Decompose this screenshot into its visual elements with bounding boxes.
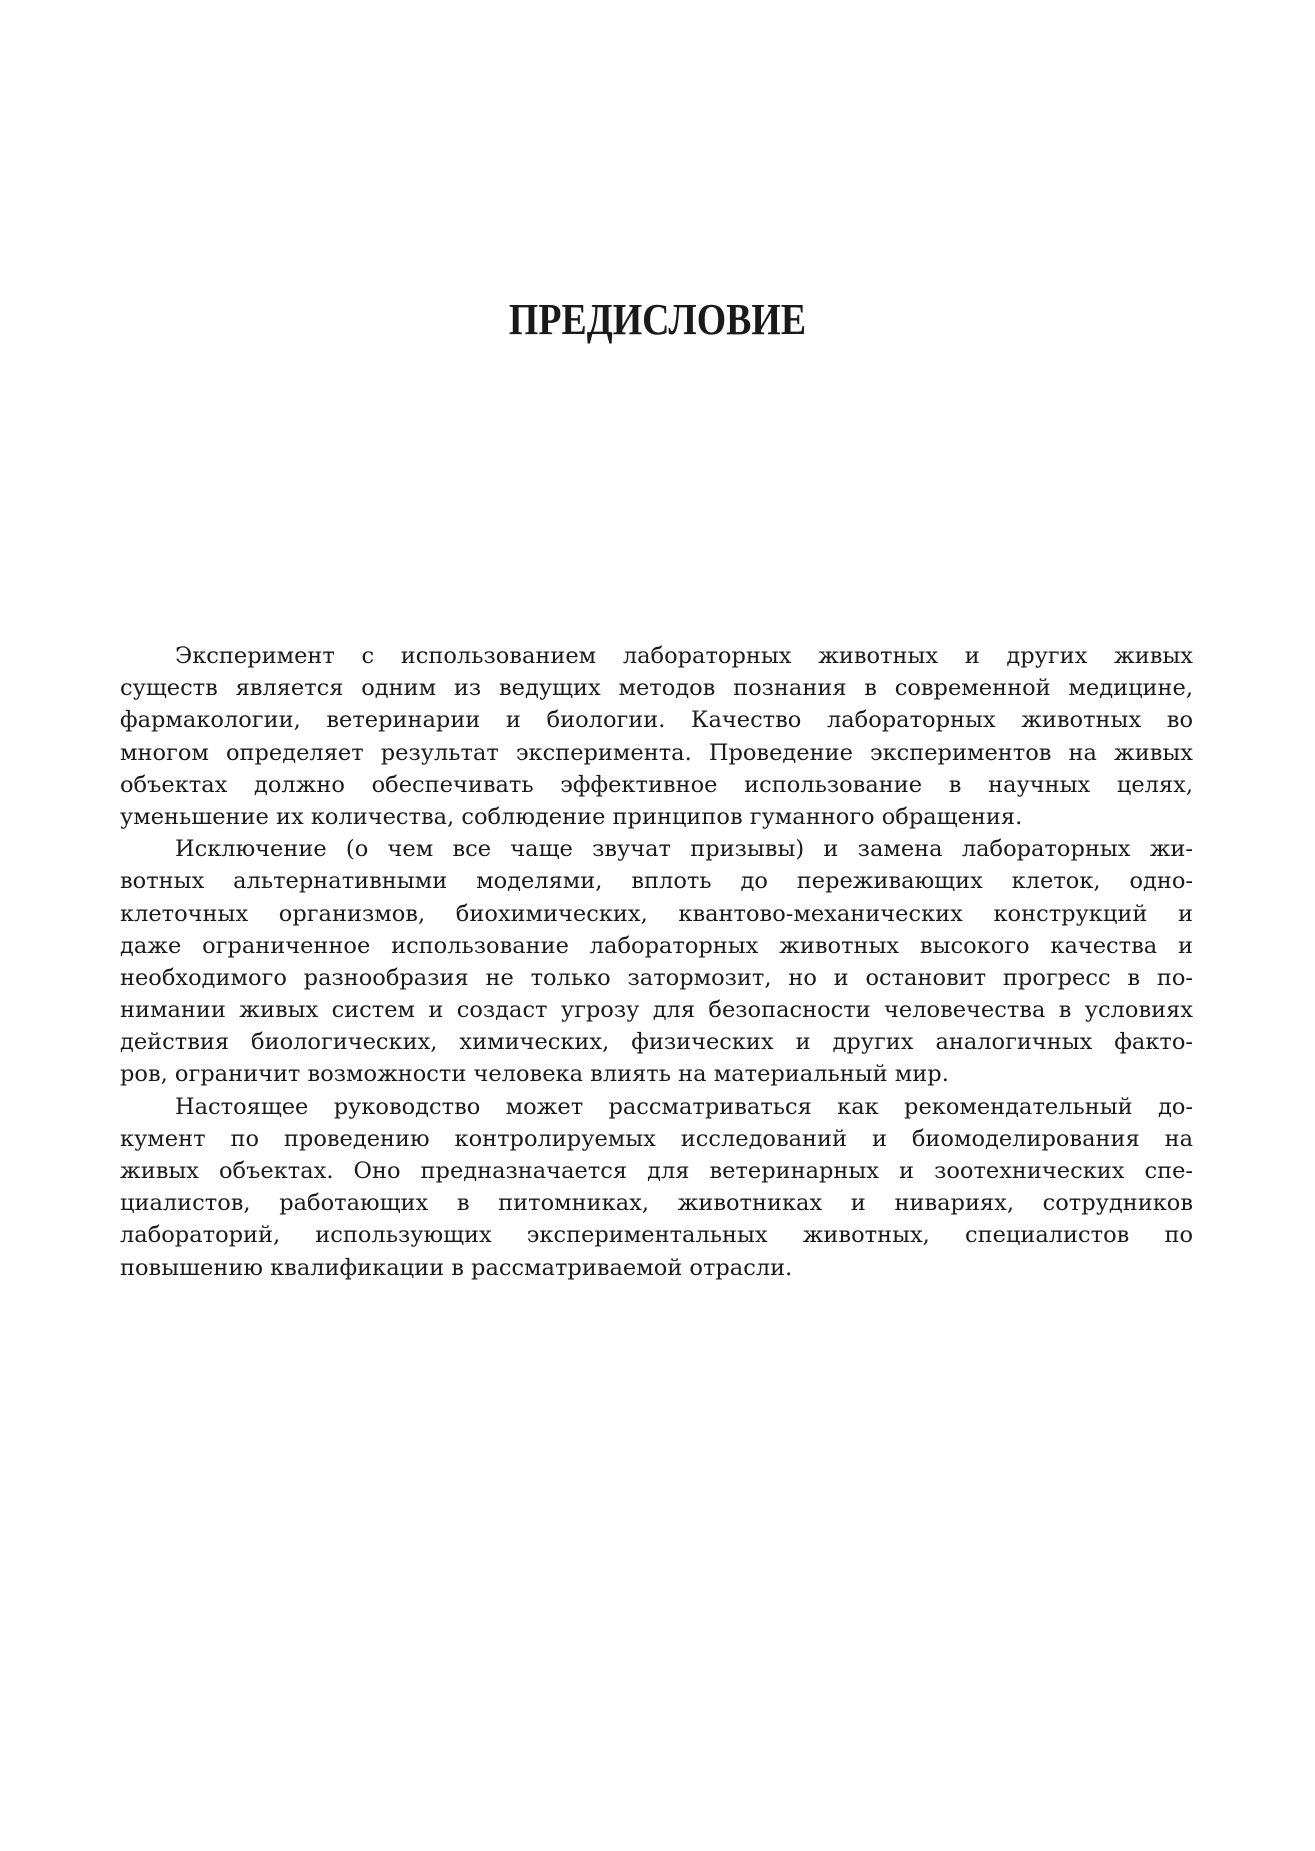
- text-line: Настоящее руководство может рассматриваться как рекомендательный до-: [175, 1093, 1193, 1120]
- paragraph-2: [120, 833, 1193, 1091]
- text-line: повышению квалификации в рассматриваемой отрасли.: [120, 1254, 793, 1281]
- text-line: лабораторий, использующих экспериментальных животных, специалистов по: [120, 1222, 1193, 1249]
- text-line: Эксперимент с использованием лабораторных животных и других живых: [175, 643, 1193, 669]
- text-line: многом определяет результат эксперимента. Проведение экспериментов на живых: [120, 739, 1193, 766]
- text-line: циалистов, работающих в питомниках, животниках и нивариях, сотрудников: [120, 1190, 1193, 1217]
- paragraph-3: [120, 1091, 1193, 1284]
- text-line: фармакологии, ветеринарии и биологии. Качество лабораторных животных во: [120, 707, 1193, 734]
- text-line: клеточных организмов, биохимических, квантово-механических конструкций и: [120, 900, 1193, 927]
- text-line: ров, ограничит возможности человека влиять на материальный мир.: [120, 1061, 949, 1088]
- text-line: кумент по проведению контролируемых исследований и биомоделирования на: [120, 1125, 1193, 1152]
- text-line: даже ограниченное использование лабораторных животных высокого качества и: [120, 932, 1193, 959]
- text-line: уменьшение их количества, соблюдение принципов гуманного обращения.: [120, 803, 1023, 830]
- page-title: ПРЕДИСЛОВИЕ: [508, 295, 807, 344]
- text-line: живых объектах. Оно предназначается для ветеринарных и зоотехнических спе-: [120, 1158, 1193, 1184]
- text-line: вотных альтернативными моделями, вплоть до переживающих клеток, одно-: [120, 868, 1193, 895]
- text-line: необходимого разнообразия не только затормозит, но и остановит прогресс в по-: [120, 964, 1193, 991]
- text-line: нимании живых систем и создаст угрозу для безопасности человечества в условиях: [120, 997, 1193, 1024]
- body-text: [120, 640, 1193, 1284]
- text-line: действия биологических, химических, физических и других аналогичных факто-: [120, 1029, 1193, 1056]
- text-line: Исключение (о чем все чаще звучат призывы) и замена лабораторных жи-: [175, 836, 1193, 863]
- text-line: объектах должно обеспечивать эффективное использование в научных целях,: [120, 771, 1193, 798]
- text-line: существ является одним из ведущих методов познания в современной медицине,: [120, 675, 1193, 702]
- paragraph-1: [120, 640, 1193, 833]
